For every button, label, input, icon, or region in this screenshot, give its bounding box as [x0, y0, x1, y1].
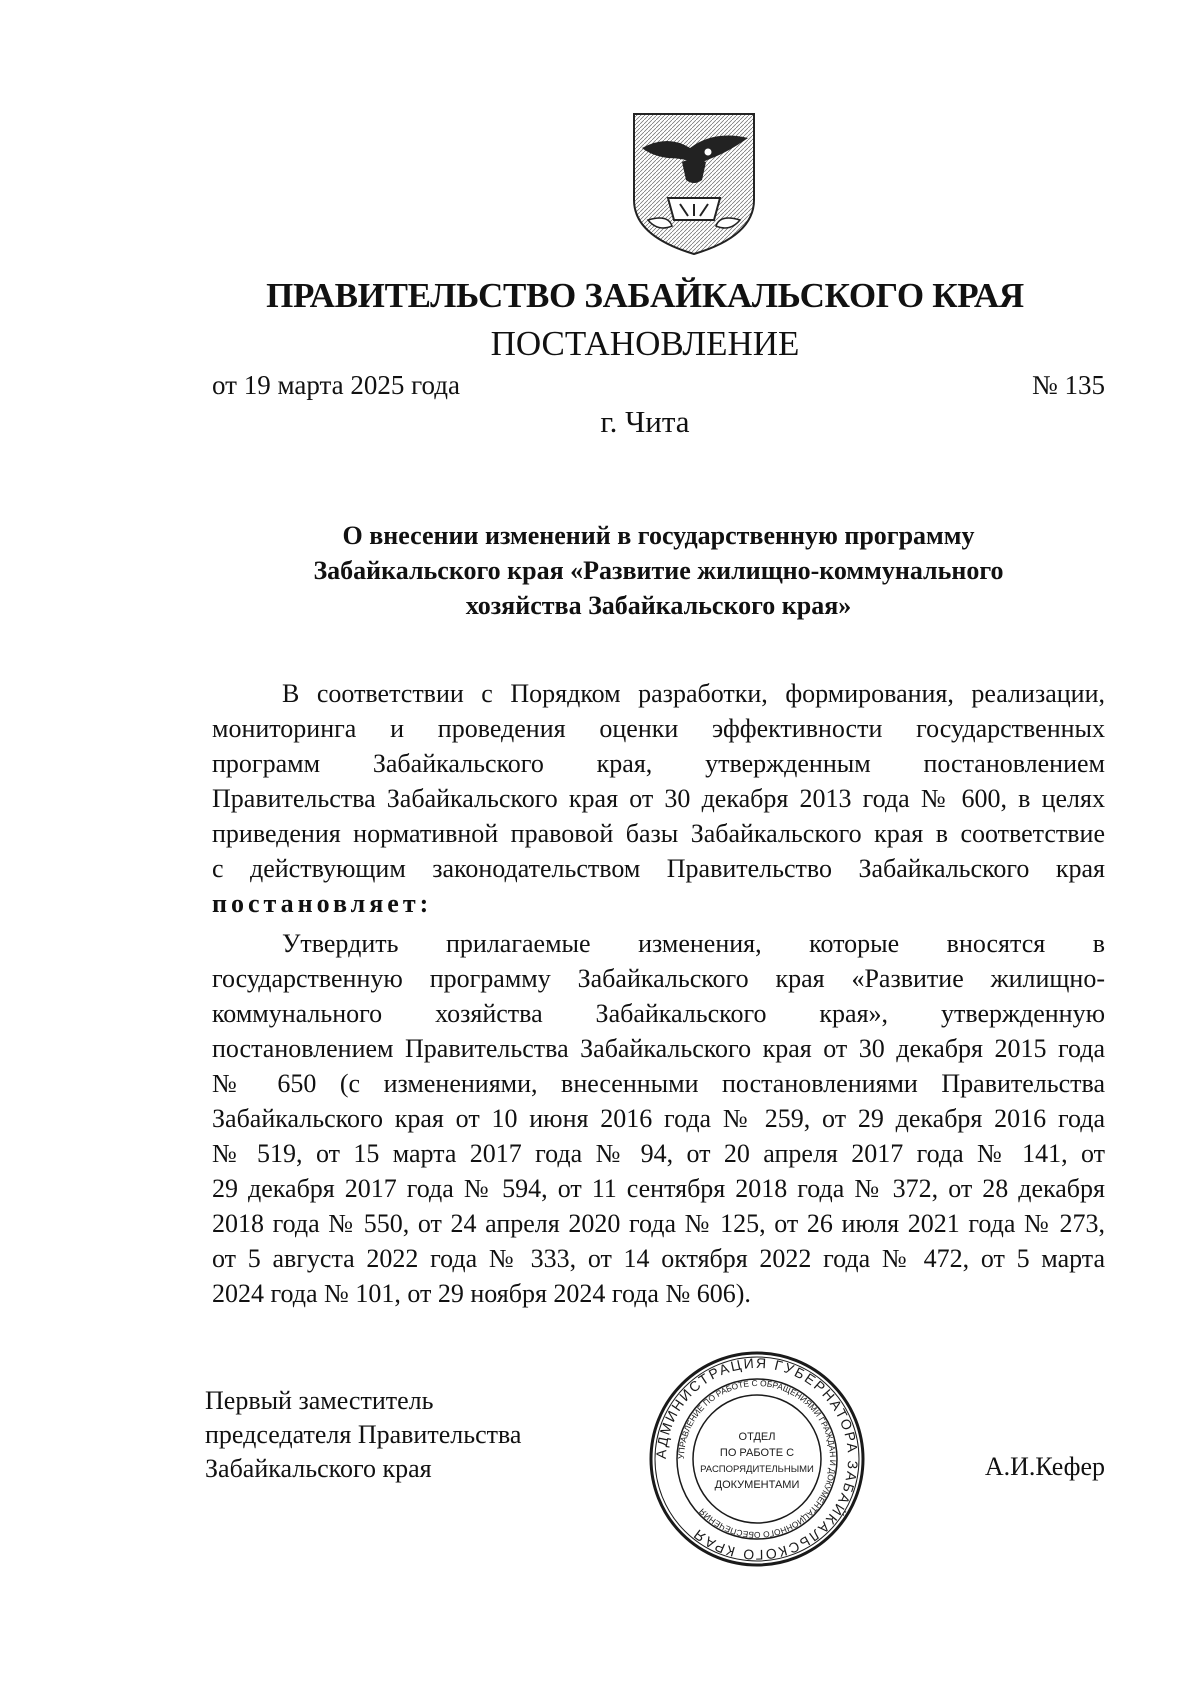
paragraph-line: от 5 августа 2022 года № 333, от 14 октября 2022 года № 472, от 5 марта [212, 1244, 1105, 1273]
seal-center-line: РАСПОРЯДИТЕЛЬНЫМИ [700, 1464, 814, 1475]
paragraph-line: коммунального хозяйства Забайкальского края», утвержденную [212, 999, 1105, 1028]
document-number: № 135 [1031, 370, 1105, 400]
seal-stamp-icon [648, 1350, 866, 1568]
organization-title: ПРАВИТЕЛЬСТВО ЗАБАЙКАЛЬСКОГО КРАЯ [266, 276, 1024, 315]
paragraph-line: 2018 года № 550, от 24 апреля 2020 года № 125, от 26 июля 2021 года № 273, [212, 1209, 1105, 1238]
paragraph-line: Утвердить прилагаемые изменения, которые вносятся в [282, 929, 1105, 958]
paragraph-line: Забайкальского края от 10 июня 2016 года № 259, от 29 декабря 2016 года [212, 1104, 1105, 1133]
official-seal [648, 1350, 866, 1568]
signer-line: Забайкальского края [205, 1454, 432, 1483]
document-date: от 19 марта 2025 года [212, 370, 460, 400]
preamble-paragraph [212, 676, 1105, 921]
paragraph-line: государственную программу Забайкальского края «Развитие жилищно- [212, 964, 1105, 993]
resolves-keyword: постановляет: [212, 889, 433, 918]
signer-line: Первый заместитель [205, 1386, 434, 1415]
subject-line: Забайкальского края «Развитие жилищно-коммунального [313, 556, 1004, 585]
seal-outer-text: АДМИНИСТРАЦИЯ ГУБЕРНАТОРА ЗАБАЙКАЛЬСКОГО КРАЯ [652, 1354, 862, 1564]
signer-name: А.И.Кефер [984, 1452, 1105, 1481]
paragraph-line: Правительства Забайкальского края от 30 декабря 2013 года № 600, в целях [212, 784, 1105, 813]
seal-center-line: ДОКУМЕНТАМИ [714, 1479, 800, 1491]
signer-position [205, 1384, 521, 1486]
paragraph-line: № 519, от 15 марта 2017 года № 94, от 20 апреля 2017 года № 141, от [212, 1139, 1105, 1168]
paragraph-line: постановлением Правительства Забайкальского края от 30 декабря 2015 года [212, 1034, 1105, 1063]
paragraph-line: 29 декабря 2017 года № 594, от 11 сентября 2018 года № 372, от 28 декабря [212, 1174, 1105, 1203]
signer-line: председателя Правительства [205, 1420, 522, 1449]
paragraph-line: программ Забайкальского края, утвержденным постановлением [212, 749, 1105, 778]
eagle-emblem-icon [628, 108, 760, 258]
coat-of-arms-emblem [628, 108, 760, 258]
subject-line: хозяйства Забайкальского края» [465, 591, 852, 620]
seal-center-line: ПО РАБОТЕ С [719, 1447, 795, 1459]
resolution-paragraph [212, 926, 1105, 1311]
paragraph-line: мониторинга и проведения оценки эффективности государственных [212, 714, 1105, 743]
document-city: г. Чита [600, 404, 690, 439]
paragraph-line: приведения нормативной правовой базы Забайкальского края в соответствие [212, 819, 1105, 848]
document-subject [212, 518, 1105, 623]
paragraph-line: 2024 года № 101, от 29 ноября 2024 года № 606). [212, 1279, 751, 1308]
seal-inner-text: УПРАВЛЕНИЕ ПО РАБОТЕ С ОБРАЩЕНИЯМИ ГРАЖДАН И ДОКУМЕНТАЦИОННОГО ОБЕСПЕЧЕНИЯ [675, 1377, 839, 1541]
document-type: ПОСТАНОВЛЕНИЕ [490, 324, 800, 363]
paragraph-line: с действующим законодательством Правительство Забайкальского края [212, 854, 1105, 883]
seal-center-line: ОТДЕЛ [738, 1431, 776, 1443]
subject-line: О внесении изменений в государственную программу [342, 521, 975, 550]
paragraph-line: В соответствии с Порядком разработки, формирования, реализации, [282, 679, 1105, 708]
paragraph-line: № 650 (с изменениями, внесенными постановлениями Правительства [212, 1069, 1105, 1098]
